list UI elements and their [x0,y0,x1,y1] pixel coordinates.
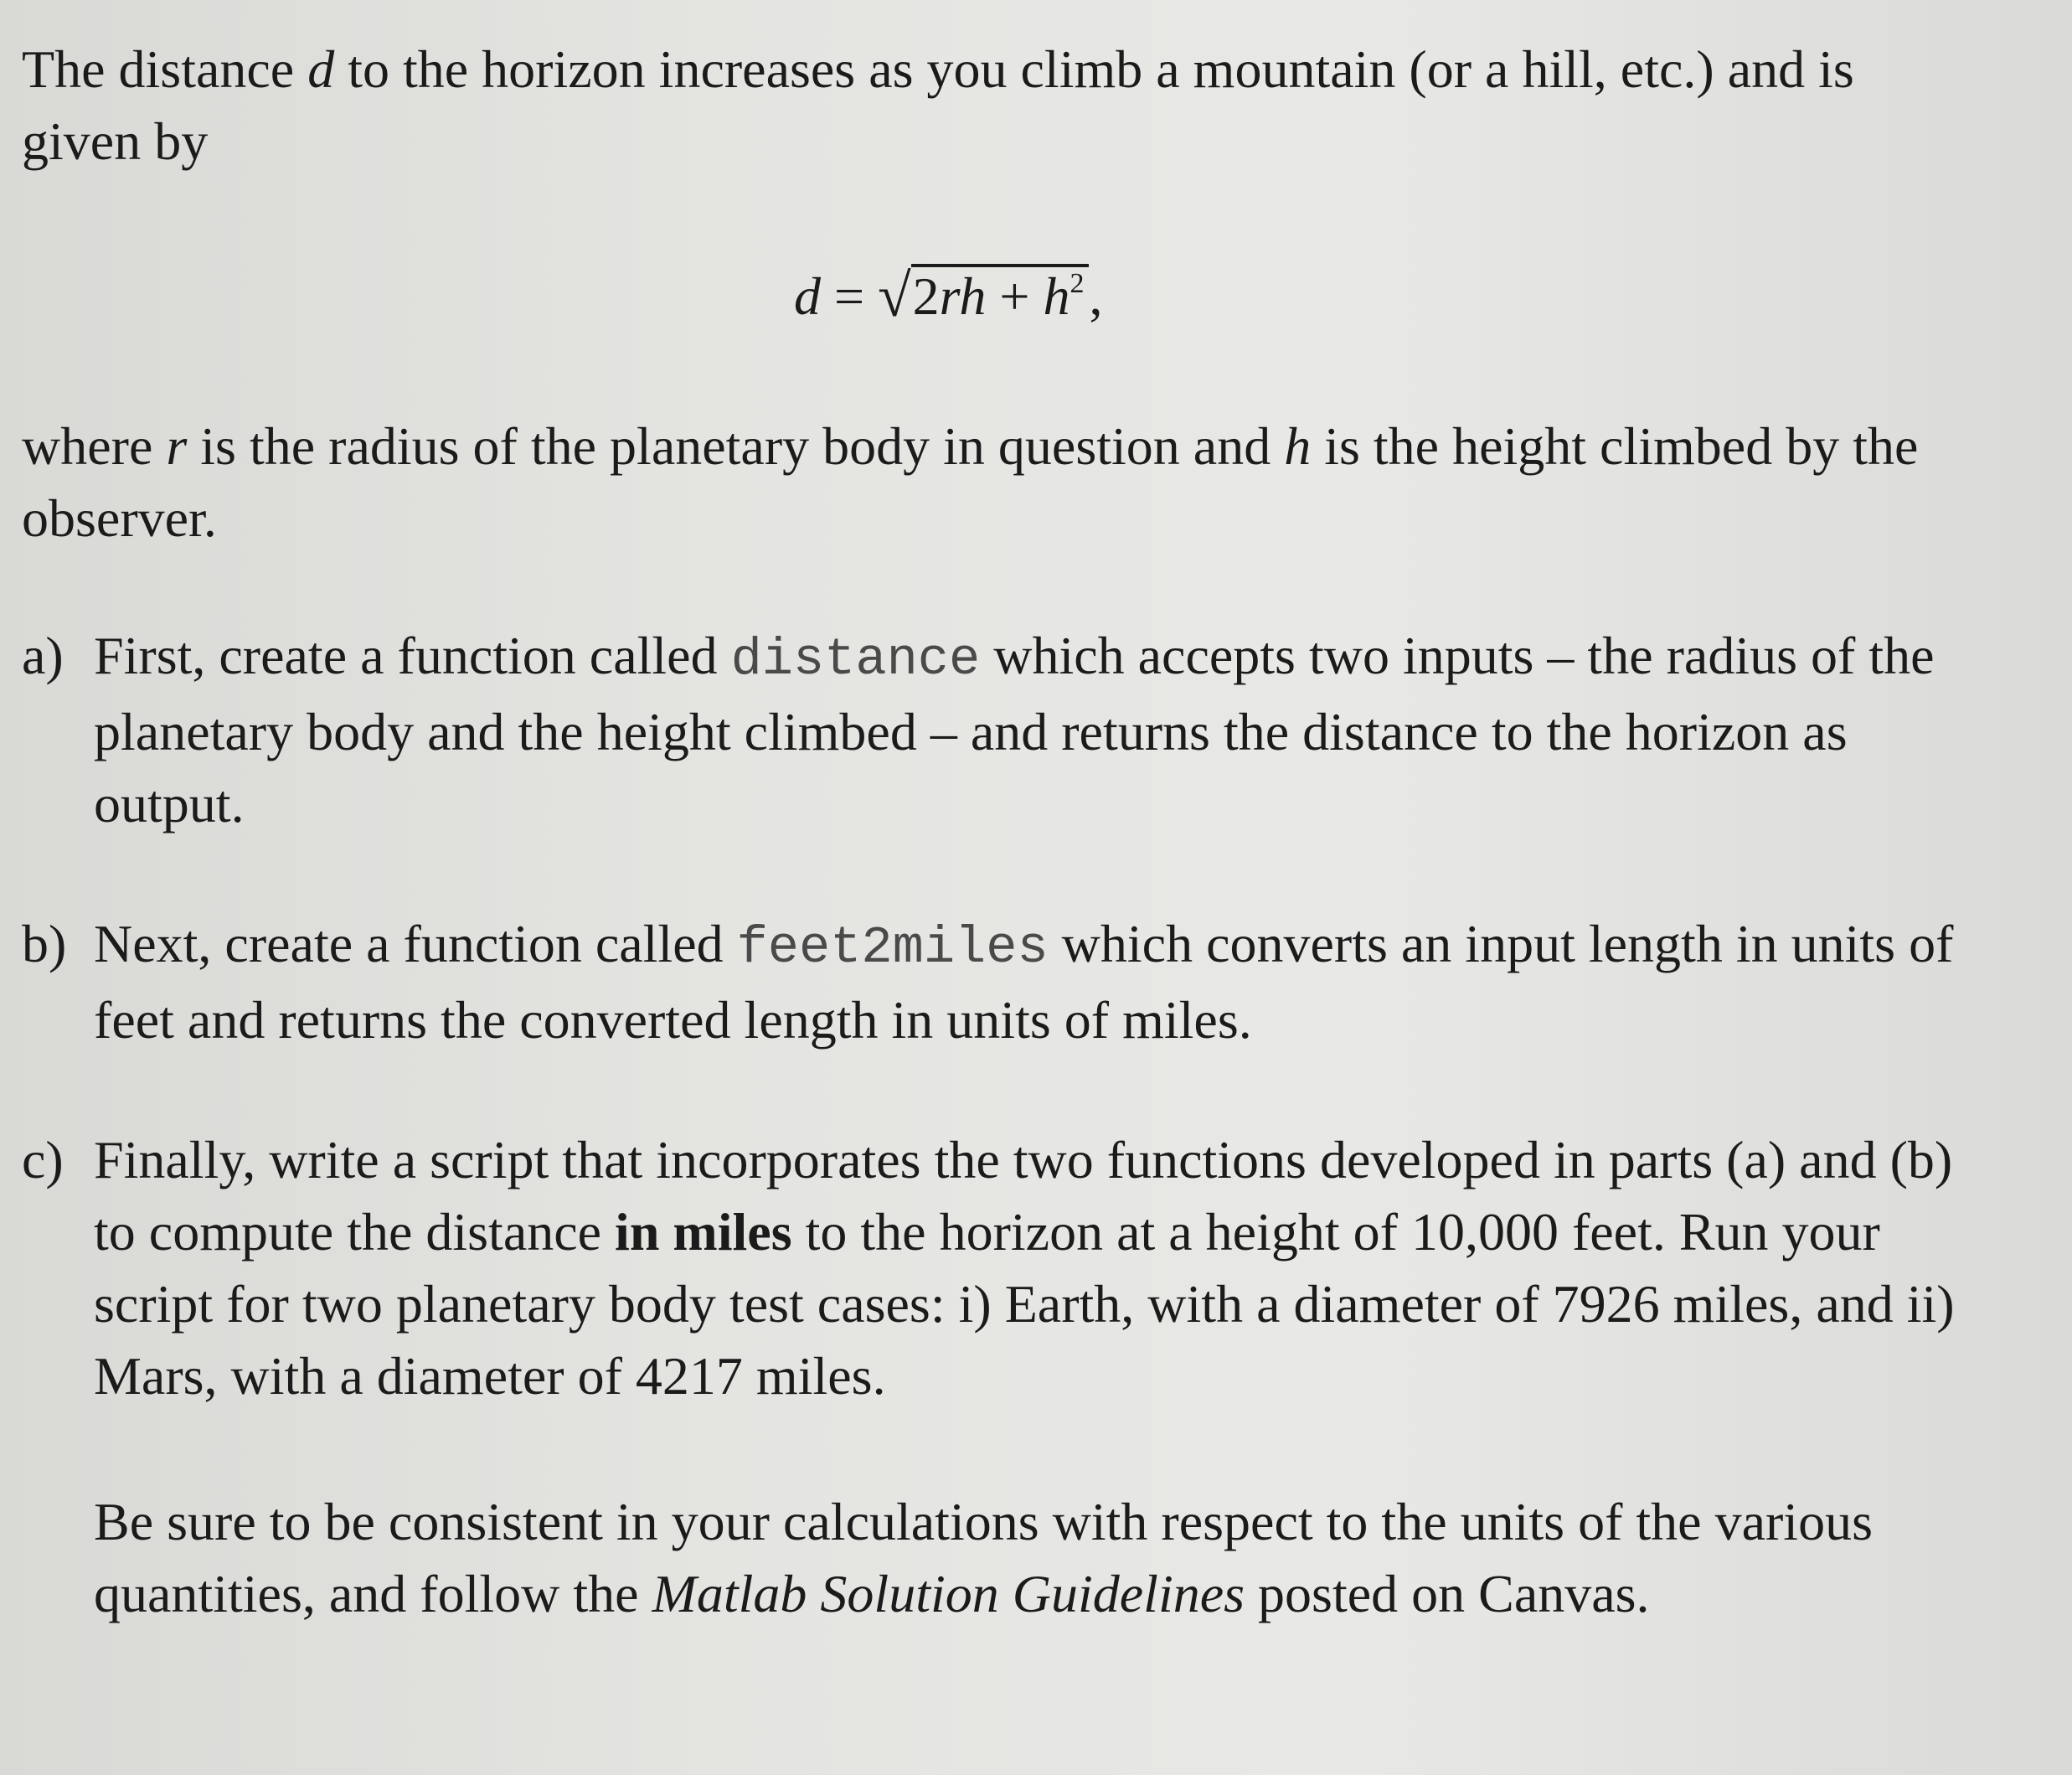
part-b-text-2: which converts an input length in units of feet and returns the converted length in units of miles. [94,914,1954,1050]
radicand-r: r [939,266,960,326]
formula-equals: = [834,266,865,326]
part-b-label: b) [22,914,67,973]
where-var-r: r [166,416,188,476]
formula-lhs: d [794,266,821,326]
part-a-text-1: First, create a function called [94,626,731,685]
where-text-3: is the height climbed by the observer. [22,416,1919,548]
formula-radicand [911,264,1090,326]
part-c-bold: in miles [615,1202,792,1262]
intro-var-d: d [307,39,335,99]
intro-paragraph [22,34,1982,178]
part-b-text-1: Next, create a function called [94,914,737,973]
intro-text-2: to the horizon increases as you climb a mountain (or a hill, etc.) and is given by [22,39,1854,171]
sqrt-symbol: √ [878,262,911,329]
radicand-plus: + [999,266,1030,326]
part-b-body [94,908,1973,1056]
part-a-body [94,620,1973,840]
note-italic: Matlab Solution Guidelines [652,1564,1245,1623]
part-c-body [94,1124,1973,1412]
guidelines-note [94,1486,1978,1630]
part-c-label: c) [22,1130,64,1189]
radicand-h-squared: h [1043,266,1070,326]
part-a-label: a) [22,626,64,685]
part-a [22,620,1973,840]
where-text-2: is the radius of the planetary body in question and [187,416,1285,476]
part-c-text-2: to the horizon at a height of 10,000 feet. Run your script for two planetary body test cases: i) Earth, with a diameter of 7926 miles, and ii) Mars, with a diameter of 4217 miles. [94,1202,1955,1406]
where-text-1: where [22,416,167,476]
part-b [22,908,1973,1056]
note-text-1: Be sure to be consistent in your calculations with respect to the units of the various quantities, and follow the [94,1492,1873,1623]
definition-paragraph [22,410,1982,555]
horizon-formula [794,260,1102,333]
part-b-code: feet2miles [736,918,1049,978]
note-text-2: posted on Canvas. [1245,1564,1650,1623]
radicand-exponent: 2 [1070,268,1085,299]
part-c [22,1124,1973,1412]
part-c-text-1: Finally, write a script that incorporates the two functions developed in parts (a) and (b) to compute the distance [94,1130,1953,1262]
radicand-h: h [959,266,987,326]
part-a-code: distance [730,630,981,689]
formula-comma: , [1089,266,1103,326]
part-a-text-2: which accepts two inputs – the radius of the planetary body and the height climbed – and returns the distance to the horizon as output. [94,626,1935,833]
intro-text-1: The distance [22,39,308,99]
radicand-coefficient: 2 [912,266,940,326]
where-var-h: h [1284,416,1312,476]
